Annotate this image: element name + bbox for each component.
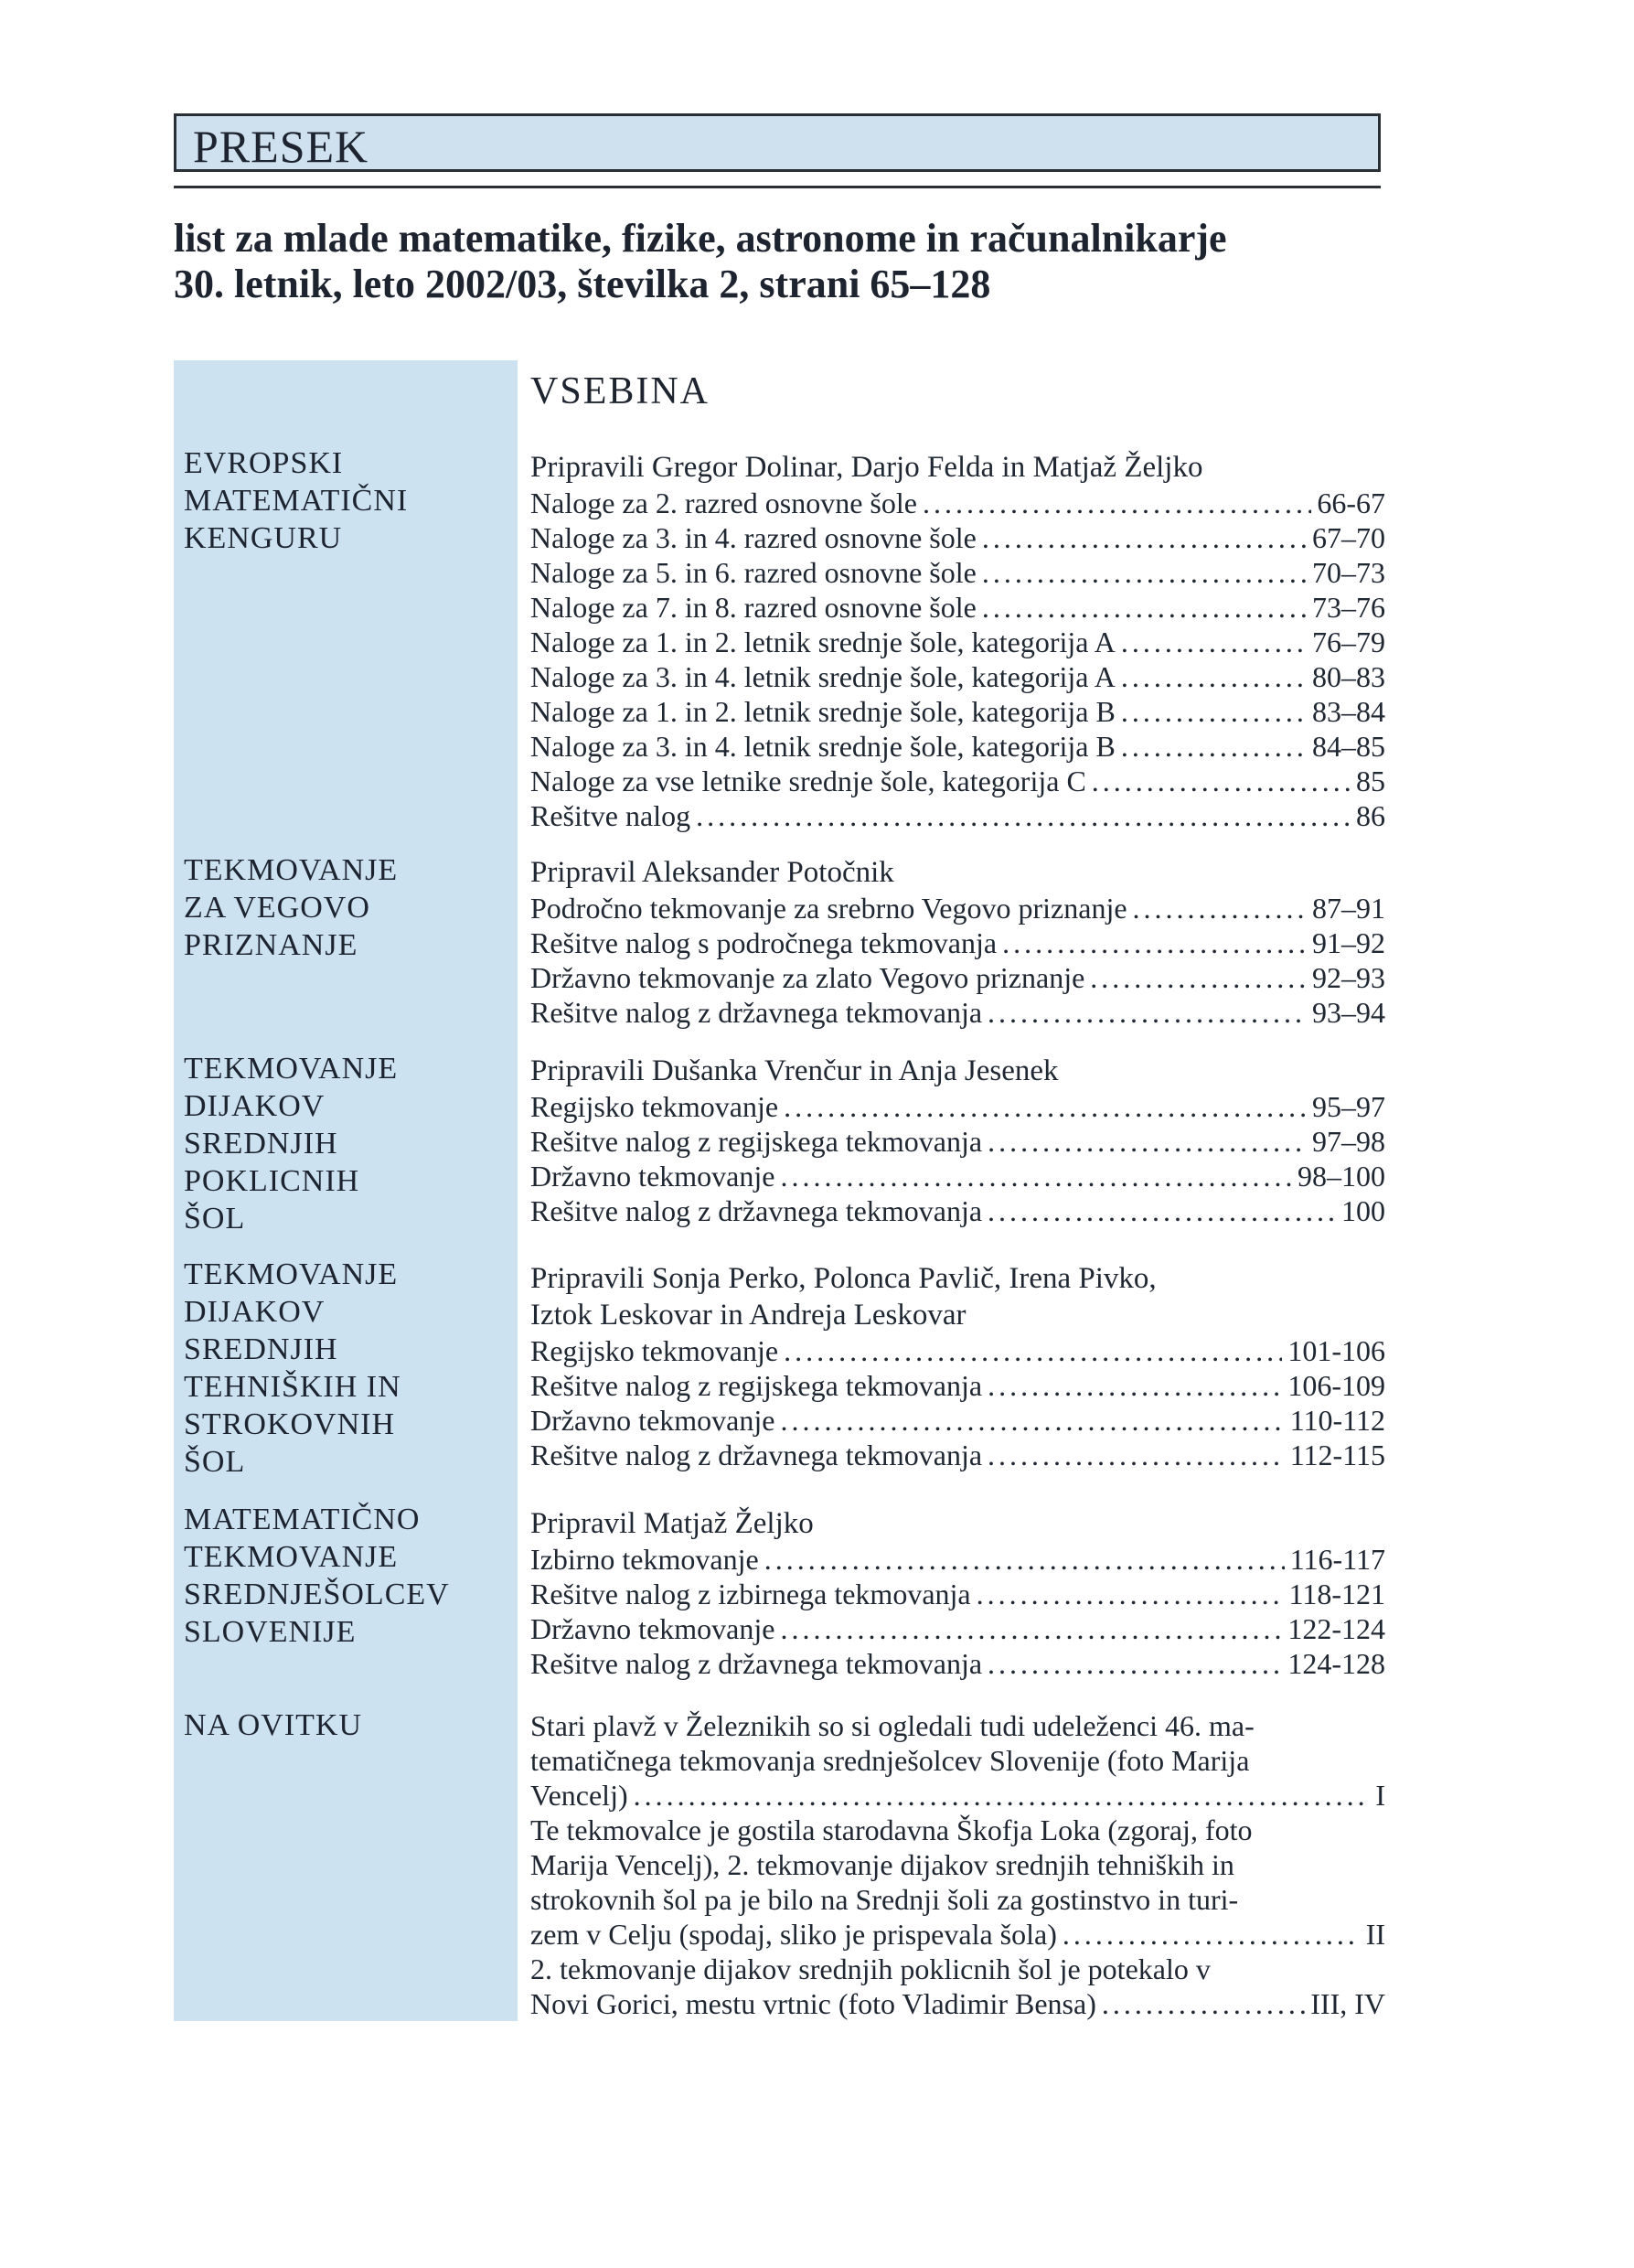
toc-entry[interactable] xyxy=(530,1124,1385,1159)
section-label-line: KENGURU xyxy=(184,521,343,555)
journal-name: PRESEK xyxy=(193,121,369,172)
entry-pages: 116-117 xyxy=(1289,1543,1385,1576)
cover-note-line: strokovnih šol pa je bilo na Srednji šoli za gostinstvo in turi- xyxy=(530,1883,1239,1916)
entry-title: Naloge za 3. in 4. razred osnovne šole xyxy=(530,521,977,554)
toc-entry[interactable] xyxy=(530,1159,1385,1193)
section-label-line: EVROPSKI xyxy=(184,446,344,480)
toc-entry[interactable] xyxy=(530,1542,1385,1577)
entry-title: Izbirno tekmovanje xyxy=(530,1543,759,1576)
entry-title: Rešitve nalog z državnega tekmovanja xyxy=(530,1439,983,1471)
contents-title: VSEBINA xyxy=(530,370,710,412)
cover-note xyxy=(530,1708,1385,1813)
entry-pages: 124-128 xyxy=(1287,1647,1385,1680)
leader-dots xyxy=(780,1611,1282,1646)
leader-dots xyxy=(988,1368,1282,1403)
toc-entry[interactable] xyxy=(530,798,1385,833)
entry-title: Rešitve nalog z regijskega tekmovanja xyxy=(530,1125,983,1158)
entry-pages: 122-124 xyxy=(1287,1612,1385,1645)
toc-entry[interactable] xyxy=(530,729,1385,764)
section-label-line: STROKOVNIH xyxy=(184,1407,395,1441)
section-entries xyxy=(530,854,1385,1030)
toc-entry[interactable] xyxy=(530,891,1385,925)
entry-pages: 106-109 xyxy=(1287,1369,1385,1402)
leader-dots xyxy=(764,1542,1285,1577)
section-label xyxy=(184,1501,513,1651)
entry-title: Naloge za 2. razred osnovne šole xyxy=(530,487,917,519)
toc-entry[interactable] xyxy=(530,960,1385,995)
section-label-line: PRIZNANJE xyxy=(184,928,358,962)
toc-entry[interactable] xyxy=(530,764,1385,798)
cover-note xyxy=(530,1952,1385,2021)
entry-title: Rešitve nalog xyxy=(530,799,691,832)
cover-pages: I xyxy=(1375,1779,1385,1812)
entry-pages: 80–83 xyxy=(1312,660,1385,693)
section-label-line: TEKMOVANJE xyxy=(184,1052,399,1086)
section-editors: Iztok Leskovar in Andreja Leskovar xyxy=(530,1299,967,1332)
leader-dots xyxy=(1092,764,1351,798)
section-entries xyxy=(530,1260,1385,1472)
entry-pages: 118-121 xyxy=(1288,1578,1385,1610)
section-label-line: ZA VEGOVO xyxy=(184,891,370,925)
cover-note-line: Novi Gorici, mestu vrtnic (foto Vladimir Bensa) xyxy=(530,1987,1096,2020)
section-label xyxy=(184,1256,513,1481)
entry-title: Naloge za 1. in 2. letnik srednje šole, kategorija B xyxy=(530,695,1116,728)
leader-dots xyxy=(982,590,1307,625)
section-label-line: NA OVITKU xyxy=(184,1708,363,1742)
section-label-line: ŠOL xyxy=(184,1445,246,1479)
entry-title: Regijsko tekmovanje xyxy=(530,1090,779,1123)
entry-title: Državno tekmovanje xyxy=(530,1404,775,1437)
entry-title: Naloge za 3. in 4. letnik srednje šole, kategorija A xyxy=(530,660,1116,693)
entry-pages: 95–97 xyxy=(1312,1090,1385,1123)
section-editors: Pripravil Aleksander Potočnik xyxy=(530,856,894,889)
entry-pages: 110-112 xyxy=(1289,1404,1385,1437)
section-label-line: TEKMOVANJE xyxy=(184,853,399,887)
cover-notes xyxy=(530,1708,1385,2021)
section-label-line: SLOVENIJE xyxy=(184,1615,357,1649)
toc-entry[interactable] xyxy=(530,1368,1385,1403)
leader-dots xyxy=(988,1124,1307,1159)
leader-dots xyxy=(988,995,1307,1030)
section-label-line: POKLICNIH xyxy=(184,1164,360,1198)
leader-dots xyxy=(634,1778,1371,1813)
section-label-line: TEKMOVANJE xyxy=(184,1257,399,1291)
entry-title: Državno tekmovanje za zlato Vegovo priznanje xyxy=(530,961,1085,994)
leader-dots xyxy=(1121,729,1307,764)
cover-pages: III, IV xyxy=(1310,1987,1385,2020)
leader-dots xyxy=(1102,1986,1305,2021)
entry-pages: 83–84 xyxy=(1312,695,1385,728)
section-label-line: SREDNJIH xyxy=(184,1332,338,1366)
toc-entry[interactable] xyxy=(530,1403,1385,1438)
entry-pages: 93–94 xyxy=(1312,996,1385,1029)
entry-pages: 92–93 xyxy=(1312,961,1385,994)
section-entries xyxy=(530,449,1385,833)
entry-title: Rešitve nalog z državnega tekmovanja xyxy=(530,996,983,1029)
cover-note-line: tematičnega tekmovanja srednješolcev Slovenije (foto Marija xyxy=(530,1744,1250,1777)
cover-note-line: Te tekmovalce je gostila starodavna Škofja Loka (zgoraj, foto xyxy=(530,1813,1253,1846)
entry-pages: 76–79 xyxy=(1312,626,1385,658)
entry-pages: 101-106 xyxy=(1287,1334,1385,1367)
entry-title: Državno tekmovanje xyxy=(530,1612,775,1645)
section-label-line: TEKMOVANJE xyxy=(184,1540,399,1574)
subtitle-line: 30. letnik, leto 2002/03, številka 2, strani 65–128 xyxy=(174,262,991,306)
entry-pages: 100 xyxy=(1341,1194,1385,1227)
toc-entry[interactable] xyxy=(530,590,1385,625)
leader-dots xyxy=(696,798,1351,833)
section-label xyxy=(184,1706,513,1744)
section-label xyxy=(184,444,513,557)
header-rule xyxy=(174,186,1381,188)
entry-pages: 66-67 xyxy=(1317,487,1385,519)
leader-dots xyxy=(1121,694,1307,729)
entry-pages: 98–100 xyxy=(1298,1160,1385,1193)
section-label-line: MATEMATIČNO xyxy=(184,1503,421,1536)
journal-subtitle xyxy=(174,216,1399,307)
section-entries xyxy=(530,1053,1385,1228)
entry-title: Regijsko tekmovanje xyxy=(530,1334,779,1367)
entry-pages: 73–76 xyxy=(1312,591,1385,624)
section-label-line: SREDNJIH xyxy=(184,1127,338,1161)
cover-pages: II xyxy=(1365,1918,1385,1951)
entry-title: Rešitve nalog z državnega tekmovanja xyxy=(530,1647,983,1680)
cover-note xyxy=(530,1813,1385,1952)
leader-dots xyxy=(780,1403,1284,1438)
entry-pages: 86 xyxy=(1356,799,1385,832)
section-label-line: MATEMATIČNI xyxy=(184,484,409,518)
toc-entry[interactable] xyxy=(530,925,1385,960)
section-entries xyxy=(530,1505,1385,1681)
section-label xyxy=(184,1050,513,1237)
toc-entry[interactable] xyxy=(530,486,1385,520)
section-editors: Pripravil Matjaž Željko xyxy=(530,1507,814,1540)
entry-pages: 70–73 xyxy=(1312,556,1385,589)
entry-title: Naloge za vse letnike srednje šole, kategorija C xyxy=(530,765,1086,797)
leader-dots xyxy=(784,1333,1282,1368)
leader-dots xyxy=(982,520,1307,555)
entry-pages: 67–70 xyxy=(1312,521,1385,554)
entry-title: Rešitve nalog z regijskega tekmovanja xyxy=(530,1369,983,1402)
leader-dots xyxy=(1090,960,1307,995)
section-label-line: TEHNIŠKIH IN xyxy=(184,1370,401,1404)
cover-note-end xyxy=(530,1917,1385,1952)
section-label-line: DIJAKOV xyxy=(184,1295,326,1329)
subtitle-line: list za mlade matematike, fizike, astronome in računalnikarje xyxy=(174,216,1227,261)
toc-entry[interactable] xyxy=(530,520,1385,555)
entry-pages: 91–92 xyxy=(1312,926,1385,959)
toc-entry[interactable] xyxy=(530,1333,1385,1368)
entry-pages: 87–91 xyxy=(1312,892,1385,925)
leader-dots xyxy=(923,486,1311,520)
leader-dots xyxy=(982,555,1307,590)
entry-pages: 112-115 xyxy=(1289,1439,1385,1471)
leader-dots xyxy=(988,1646,1282,1681)
entry-title: Področno tekmovanje za srebrno Vegovo priznanje xyxy=(530,892,1127,925)
entry-title: Državno tekmovanje xyxy=(530,1160,775,1193)
leader-dots xyxy=(1063,1917,1361,1952)
section-label xyxy=(184,851,513,964)
leader-dots xyxy=(780,1159,1292,1193)
entry-pages: 97–98 xyxy=(1312,1125,1385,1158)
toc-entry[interactable] xyxy=(530,659,1385,694)
toc-entry[interactable] xyxy=(530,1577,1385,1611)
cover-note-line: Vencelj) xyxy=(530,1779,628,1812)
leader-dots xyxy=(784,1089,1307,1124)
toc-entry[interactable] xyxy=(530,625,1385,659)
leader-dots xyxy=(1121,625,1307,659)
toc-entry[interactable] xyxy=(530,1089,1385,1124)
section-editors: Pripravili Dušanka Vrenčur in Anja Jesenek xyxy=(530,1054,1059,1087)
toc-entry[interactable] xyxy=(530,995,1385,1030)
toc-entry[interactable] xyxy=(530,694,1385,729)
leader-dots xyxy=(1133,891,1307,925)
cover-note-line: Marija Vencelj), 2. tekmovanje dijakov srednjih tehniških in xyxy=(530,1848,1234,1881)
leader-dots xyxy=(988,1438,1285,1472)
section-label-line: SREDNJEŠOLCEV xyxy=(184,1578,450,1611)
leader-dots xyxy=(977,1577,1284,1611)
entry-title: Rešitve nalog s področnega tekmovanja xyxy=(530,926,998,959)
entry-title: Naloge za 3. in 4. letnik srednje šole, kategorija B xyxy=(530,730,1116,763)
cover-note-line: Stari plavž v Železnikih so si ogledali tudi udeleženci 46. ma- xyxy=(530,1709,1255,1742)
entry-title: Naloge za 1. in 2. letnik srednje šole, kategorija A xyxy=(530,626,1116,658)
leader-dots xyxy=(1002,925,1307,960)
section-label-line: DIJAKOV xyxy=(184,1089,326,1123)
entry-pages: 85 xyxy=(1356,765,1385,797)
entry-title: Naloge za 7. in 8. razred osnovne šole xyxy=(530,591,977,624)
toc-entry[interactable] xyxy=(530,1611,1385,1646)
leader-dots xyxy=(988,1193,1336,1228)
leader-dots xyxy=(1121,659,1307,694)
section-editors: Pripravili Sonja Perko, Polonca Pavlič, Irena Pivko, xyxy=(530,1262,1157,1295)
cover-note-line: zem v Celju (spodaj, sliko je prispevala šola) xyxy=(530,1918,1057,1951)
section-editors: Pripravili Gregor Dolinar, Darjo Felda in Matjaž Željko xyxy=(530,451,1203,484)
entry-title: Rešitve nalog z izbirnega tekmovanja xyxy=(530,1578,971,1610)
section-label-line: ŠOL xyxy=(184,1202,246,1236)
entry-title: Rešitve nalog z državnega tekmovanja xyxy=(530,1194,983,1227)
toc-entry[interactable] xyxy=(530,1193,1385,1228)
toc-entry[interactable] xyxy=(530,1438,1385,1472)
entry-title: Naloge za 5. in 6. razred osnovne šole xyxy=(530,556,977,589)
cover-note-end xyxy=(530,1986,1385,2021)
cover-note-end xyxy=(530,1778,1385,1813)
cover-note-line: 2. tekmovanje dijakov srednjih poklicnih šol je potekalo v xyxy=(530,1952,1211,1985)
toc-entry[interactable] xyxy=(530,1646,1385,1681)
toc-entry[interactable] xyxy=(530,555,1385,590)
masthead-bar xyxy=(174,113,1381,172)
entry-pages: 84–85 xyxy=(1312,730,1385,763)
